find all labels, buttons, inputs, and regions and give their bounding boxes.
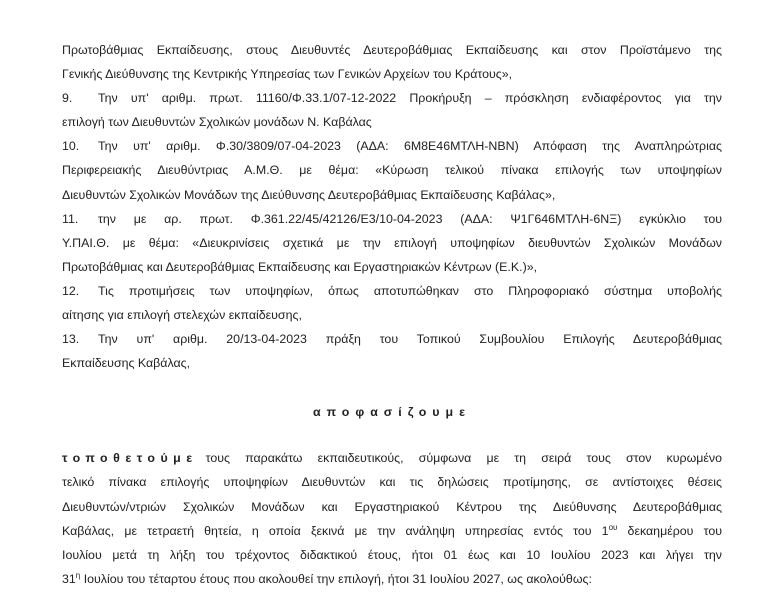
item-number: 13. bbox=[62, 332, 80, 347]
ordinal-superscript: η bbox=[75, 570, 81, 580]
item-continuation: επιλογή των Διευθυντών Σχολικών μονάδων Ν. Καβάλας bbox=[62, 115, 372, 130]
placement-line bbox=[62, 446, 722, 470]
item-text: Την υπ' αριθμ. πρωτ. 11160/Φ.33.1/07-12-2022 Προκήρυξη – πρόσκληση ενδιαφέροντος για την bbox=[98, 91, 722, 106]
list-item-9 bbox=[62, 86, 722, 110]
document-page bbox=[62, 38, 722, 591]
placement-text: Ιουλίου του τέταρτου έτους που ακολουθεί την επιλογή, ήτοι 31 Ιουλίου 2027, ως ακολούθως: bbox=[80, 571, 592, 586]
item-number: 11. bbox=[62, 211, 79, 226]
item-continuation: Εκπαίδευσης Καβάλας, bbox=[62, 356, 191, 371]
list-item-10 bbox=[62, 134, 722, 158]
list-item-13 bbox=[62, 327, 722, 351]
decision-heading: αποφασίζουμε bbox=[313, 405, 471, 420]
item-text: Τις προτιμήσεις των υποψηφίων, όπως αποτυπώθηκαν στο Πληροφοριακό σύστημα υποβολής bbox=[98, 283, 722, 298]
item-number: 9. bbox=[62, 91, 73, 106]
item-continuation: Διευθυντών Σχολικών Μονάδων της Διεύθυνσης Δευτεροβάθμιας Εκπαίδευσης Καβάλας», bbox=[62, 187, 556, 202]
placement-text: δεκαημέρου του bbox=[617, 523, 723, 538]
item-continuation: Υ.ΠΑΙ.Θ. με θέμα: «Διευκρινίσεις σχετικά με την επιλογή υποψηφίων διευθυντών Σχολικών Μονάδων bbox=[62, 235, 722, 250]
item-text: Την υπ' αριθμ. 20/13-04-2023 πράξη του Τοπικού Συμβουλίου Επιλογής Δευτεροβάθμιας bbox=[98, 332, 722, 347]
ordinal-superscript: ου bbox=[608, 522, 618, 532]
placement-text: Καβάλας, με τετραετή θητεία, η οποία ξεκινά με την ανάληψη υπηρεσίας εντός του 1 bbox=[62, 523, 609, 538]
intro-line: Γενικής Διεύθυνσης της Κεντρικής Υπηρεσίας των Γενικών Αρχείων του Κράτους», bbox=[62, 67, 513, 82]
placement-line: τελικό πίνακα επιλογής υποψηφίων Διευθυντών και τις δηλώσεις προτίμησης, σε αντίστοιχες θέσεις bbox=[62, 475, 722, 490]
placement-text: 31 bbox=[62, 571, 76, 586]
intro-line: Πρωτοβάθμιας Εκπαίδευσης, στους Διευθυντές Δευτεροβάθμιας Εκπαίδευσης και στον Προϊστάμενο της bbox=[62, 43, 722, 57]
placement-line: Ιουλίου μετά τη λήξη του τρέχοντος διδακτικού έτους, ήτοι 01 έως και 10 Ιουλίου 2023 και λήγει την bbox=[62, 547, 722, 562]
item-number: 12. bbox=[62, 283, 80, 298]
item-number: 10. bbox=[62, 139, 80, 154]
item-continuation: αίτησης για επιλογή στελεχών εκπαίδευσης, bbox=[62, 308, 302, 323]
placement-text: τους παρακάτω εκπαιδευτικούς, σύμφωνα με τη σειρά τους στον κυρωμένο bbox=[205, 451, 722, 466]
item-continuation: Πρωτοβάθμιας και Δευτεροβάθμιας Εκπαίδευσης και Εργαστηριακών Κέντρων (Ε.Κ.)», bbox=[62, 259, 538, 274]
placement-lead-word: τοποθετούμε bbox=[62, 451, 198, 466]
item-text: την με αρ. πρωτ. Φ.361.22/45/42126/Ε3/10-04-2023 (ΑΔΑ: Ψ1Γ646ΜΤΛΗ-6ΝΞ) εγκύκλιο του bbox=[98, 211, 722, 226]
list-item-12 bbox=[62, 279, 722, 303]
item-continuation: Περιφερειακής Διευθύντριας Α.Μ.Θ. με θέμα: «Κύρωση τελικού πίνακα επιλογής των υποψηφίων bbox=[62, 163, 722, 178]
placement-line: Διευθυντών/ντριών Σχολικών Μονάδων και Εργαστηριακού Κέντρου της Διεύθυνσης Δευτεροβάθμιας bbox=[62, 499, 722, 514]
list-item-11 bbox=[62, 207, 722, 231]
item-text: Την υπ' αριθμ. Φ.30/3809/07-04-2023 (ΑΔΑ: 6Μ8Ε46ΜΤΛΗ-ΝΒΝ) Απόφαση της Αναπληρώτριας bbox=[98, 139, 722, 154]
placement-line bbox=[62, 519, 722, 543]
placement-line bbox=[62, 567, 722, 591]
